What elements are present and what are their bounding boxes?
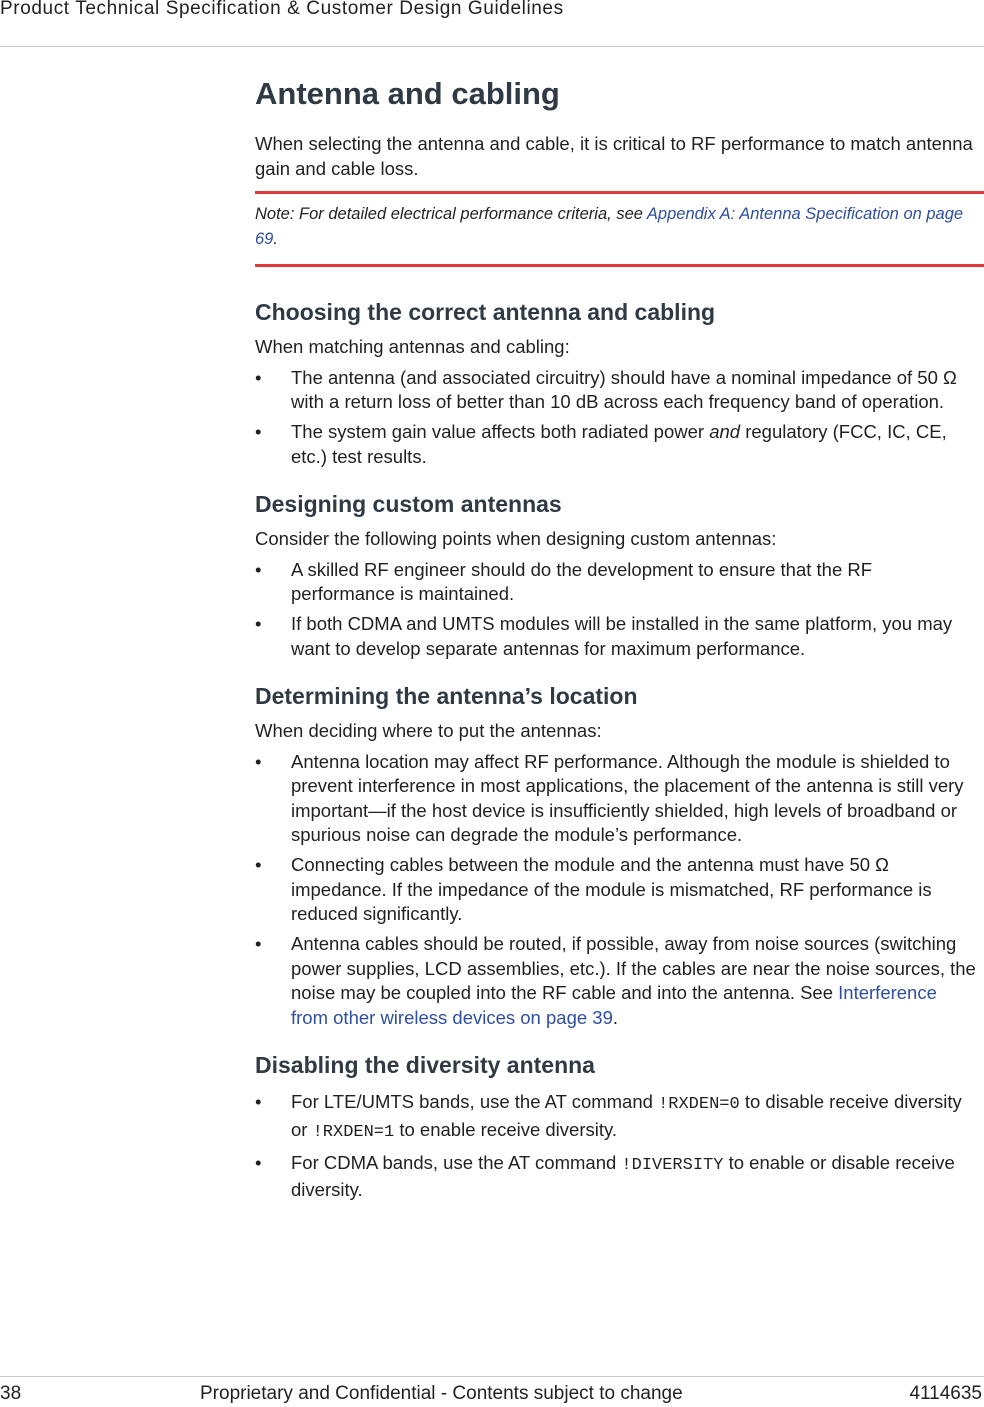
page-content — [255, 72, 977, 1208]
list-item — [255, 558, 977, 607]
bullet-list — [255, 750, 977, 1031]
section-designing-antennas — [255, 489, 977, 661]
list-item-text-after: to enable receive diversity. — [394, 1118, 618, 1140]
bullet-list — [255, 366, 977, 470]
list-item-text-after: regulatory (FCC, IC, CE, etc.) test results. — [291, 421, 947, 467]
note-box — [255, 191, 984, 267]
section-choosing-antenna — [255, 297, 977, 469]
bullet-icon: • — [255, 1091, 262, 1112]
bullet-icon: • — [255, 558, 262, 580]
bullet-icon: • — [255, 613, 262, 634]
running-footer — [0, 1376, 984, 1407]
at-command-rxden0: !RXDEN=0 — [658, 1095, 740, 1114]
intro-paragraph: When selecting the antenna and cable, it is critical to RF performance to match antenna gain and cable loss. — [255, 133, 973, 179]
document-number: 4114635 — [909, 1383, 982, 1404]
confidentiality-notice: Proprietary and Confidential - Contents subject to change — [200, 1383, 683, 1404]
at-command-rxden1: !RXDEN=1 — [312, 1122, 395, 1142]
section-disabling-diversity — [255, 1050, 977, 1203]
note-text — [255, 202, 984, 252]
section-heading: Determining the antenna’s location — [255, 683, 638, 709]
list-item — [255, 1090, 977, 1145]
bullet-icon: • — [255, 1151, 262, 1173]
list-item — [255, 932, 977, 1030]
list-item — [255, 750, 977, 848]
page-number: 38 — [0, 1383, 22, 1404]
bullet-icon: • — [255, 854, 262, 875]
list-item-text-after: to enable or disable receive diversity. — [291, 1151, 955, 1200]
bullet-icon: • — [255, 933, 262, 954]
section-heading: Designing custom antennas — [255, 491, 562, 517]
at-command-diversity: !DIVERSITY — [621, 1155, 724, 1175]
list-item — [255, 420, 977, 469]
list-item — [255, 366, 977, 415]
list-item-text-mid: to disable receive diversity or — [291, 1091, 962, 1140]
list-item-text-before: The system gain value affects both radiated power — [291, 421, 710, 442]
list-item-text: Antenna location may affect RF performance. Although the module is shielded to prevent interference in most applications, the placement of the antenna is still very important—if the host device is insufficiently shielded, high levels of broadband or spurious noise can degrade the module’s performance. — [291, 750, 964, 845]
bullet-icon: • — [255, 750, 262, 772]
running-header-title: Product Technical Specification & Customer Design Guidelines — [0, 0, 564, 19]
list-item-text-after: . — [612, 1006, 619, 1028]
interference-link[interactable]: Interference from other wireless devices on page 39 — [291, 982, 937, 1028]
list-item-text-before: For LTE/UMTS bands, use the AT command — [291, 1091, 659, 1112]
bullet-list — [255, 558, 977, 662]
list-item-text-before: For CDMA bands, use the AT command — [291, 1151, 622, 1173]
list-item-text: If both CDMA and UMTS modules will be installed in the same platform, you may want to develop separate antennas for maximum performance. — [291, 613, 953, 659]
section-lead: Consider the following points when designing custom antennas: — [255, 528, 777, 549]
page-title: Antenna and cabling — [255, 76, 560, 111]
section-antenna-location — [255, 681, 977, 1030]
section-heading: Disabling the diversity antenna — [255, 1052, 595, 1078]
bullet-icon: • — [255, 421, 262, 442]
note-suffix: . — [273, 230, 278, 248]
bullet-icon: • — [255, 366, 262, 388]
list-item — [255, 853, 977, 927]
list-item-text: The antenna (and associated circuitry) should have a nominal impedance of 50 Ω with a return loss of better than 10 dB across each frequency band of operation. — [291, 366, 957, 412]
appendix-link[interactable]: Appendix A: Antenna Specification on page 69 — [255, 205, 964, 248]
section-heading: Choosing the correct antenna and cabling — [255, 299, 716, 325]
list-item — [255, 1151, 977, 1203]
list-item-text-before: Antenna cables should be routed, if possible, away from noise sources (switching power supplies, LCD assemblies, etc.). If the cables are near the noise sources, the noise may be coupled into the RF cable and into the antenna. See — [291, 933, 976, 1003]
list-item-text: A skilled RF engineer should do the development to ensure that the RF performance is maintained. — [291, 558, 873, 604]
list-item-text: Connecting cables between the module and the antenna must have 50 Ω impedance. If the impedance of the module is mismatched, RF performance is reduced significantly. — [291, 854, 932, 924]
list-item — [255, 612, 977, 661]
bullet-list — [255, 1090, 977, 1203]
note-prefix: Note: For detailed electrical performance criteria, see — [255, 205, 647, 223]
section-lead: When deciding where to put the antennas: — [255, 720, 602, 741]
list-item-emphasis: and — [709, 421, 741, 442]
running-header — [0, 0, 984, 47]
section-lead: When matching antennas and cabling: — [255, 336, 570, 357]
